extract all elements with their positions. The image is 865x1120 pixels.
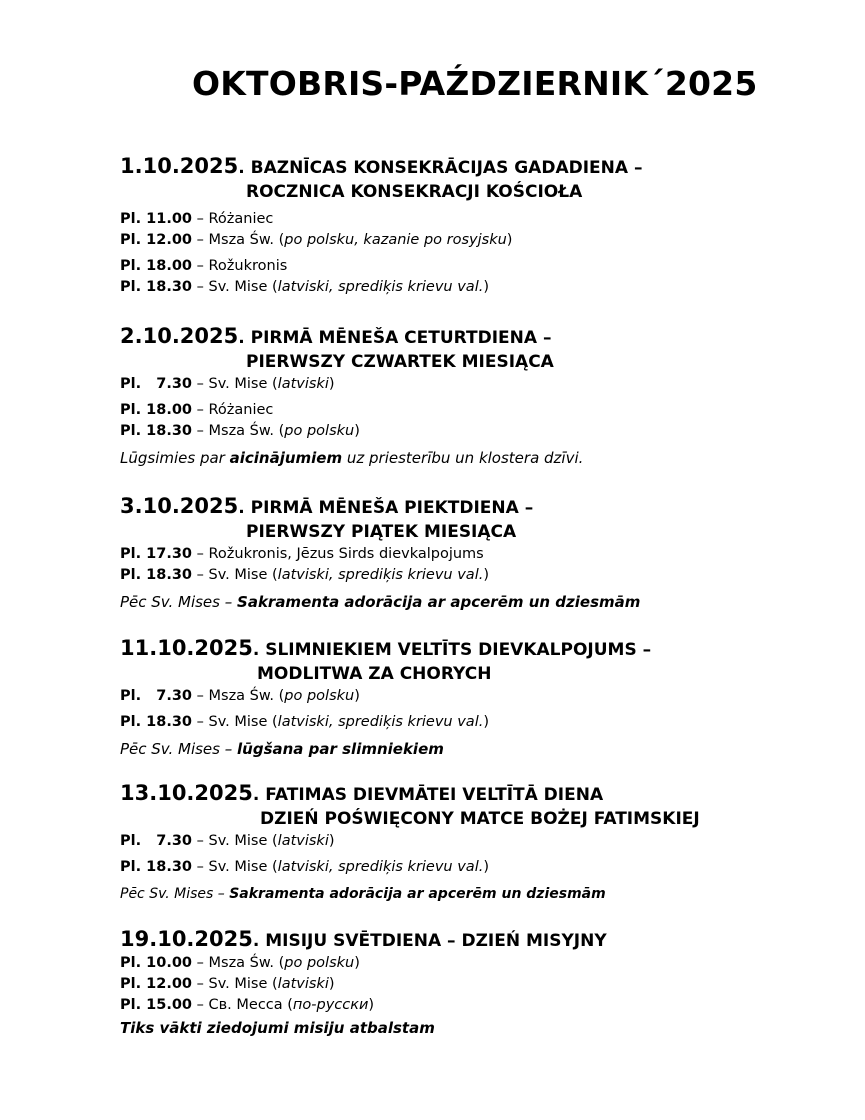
- event-heading: [120, 494, 840, 520]
- event-heading: [120, 927, 840, 953]
- event-title-lv: . SLIMNIEKIEM VELTĪTS DIEVKALPOJUMS –: [252, 640, 652, 660]
- event-section: [120, 781, 840, 905]
- event-note: Pēc Sv. Mises – Sakramenta adorācija ar apcerēm un dziesmām: [120, 886, 606, 902]
- schedule-row: Pl. 7.30 – Sv. Mise (latviski): [120, 376, 335, 392]
- event-title-pl: DZIEŃ POŚWIĘCONY MATCE BOŻEJ FATIMSKIEJ: [260, 809, 700, 829]
- event-title-lv: . PIRMĀ MĒNEŠA PIEKTDIENA –: [238, 498, 534, 518]
- event-section: [120, 154, 840, 298]
- event-title-pl: MODLITWA ZA CHORYCH: [257, 664, 492, 684]
- schedule-row: Pl. 12.00 – Sv. Mise (latviski): [120, 976, 335, 992]
- schedule-row: Pl. 18.30 – Sv. Mise (latviski, sprediķis krievu val.): [120, 279, 490, 295]
- schedule-row: Pl. 7.30 – Sv. Mise (latviski): [120, 833, 335, 849]
- event-heading: [120, 154, 840, 180]
- event-title-lv: . MISIJU SVĒTDIENA – DZIEŃ MISYJNY: [252, 931, 607, 951]
- schedule-row: Pl. 18.30 – Sv. Mise (latviski, sprediķis krievu val.): [120, 859, 490, 875]
- event-title-pl: PIERWSZY PIĄTEK MIESIĄCA: [246, 522, 517, 542]
- event-date: 19.10.2025: [120, 927, 253, 951]
- schedule-row: Pl. 18.30 – Sv. Mise (latviski, sprediķis krievu val.): [120, 567, 490, 583]
- event-date: 3.10.2025: [120, 494, 239, 518]
- schedule-row: Pl. 12.00 – Msza Św. (po polsku, kazanie po rosyjsku): [120, 232, 513, 248]
- schedule-row: Pl. 18.30 – Msza Św. (po polsku): [120, 423, 360, 439]
- event-section: [120, 927, 840, 1039]
- event-title-pl: PIERWSZY CZWARTEK MIESIĄCA: [246, 352, 554, 372]
- schedule-row: Pl. 17.30 – Rožukronis, Jēzus Sirds dievkalpojums: [120, 546, 484, 562]
- schedule-row: Pl. 18.30 – Sv. Mise (latviski, sprediķis krievu val.): [120, 714, 490, 730]
- event-heading: [120, 324, 840, 350]
- event-title-lv: . FATIMAS DIEVMĀTEI VELTĪTĀ DIENA: [252, 785, 604, 805]
- schedule-row: Pl. 18.00 – Różaniec: [120, 402, 274, 418]
- event-title-lv: . BAZNĪCAS KONSEKRĀCIJAS GADADIENA –: [238, 158, 643, 178]
- schedule-row: Pl. 15.00 – Св. Месса (по-русски): [120, 997, 375, 1013]
- event-date: 11.10.2025: [120, 636, 253, 660]
- schedule-row: Pl. 7.30 – Msza Św. (po polsku): [120, 688, 360, 704]
- schedule-row: Pl. 11.00 – Różaniec: [120, 211, 274, 227]
- event-heading: [120, 781, 840, 807]
- event-title-lv: . PIRMĀ MĒNEŠA CETURTDIENA –: [238, 328, 552, 348]
- event-note: Lūgsimies par aicinājumiem uz priesterību un klostera dzīvi.: [120, 449, 584, 467]
- event-section: [120, 494, 840, 613]
- event-heading: [120, 636, 840, 662]
- event-note: Pēc Sv. Mises – Sakramenta adorācija ar apcerēm un dziesmām: [120, 593, 641, 611]
- event-date: 13.10.2025: [120, 781, 253, 805]
- page-title: OKTOBRIS-PAŹDZIERNIK´2025: [192, 64, 758, 103]
- event-date: 1.10.2025: [120, 154, 239, 178]
- schedule-row: Pl. 18.00 – Rožukronis: [120, 258, 288, 274]
- schedule-row: Pl. 10.00 – Msza Św. (po polsku): [120, 955, 360, 971]
- event-date: 2.10.2025: [120, 324, 239, 348]
- event-note: Pēc Sv. Mises – lūgšana par slimniekiem: [120, 740, 444, 758]
- event-title-pl: ROCZNICA KONSEKRACJI KOŚCIOŁA: [246, 182, 583, 202]
- event-section: [120, 636, 840, 760]
- event-note: Tiks vākti ziedojumi misiju atbalstam: [120, 1019, 435, 1037]
- event-section: [120, 324, 840, 469]
